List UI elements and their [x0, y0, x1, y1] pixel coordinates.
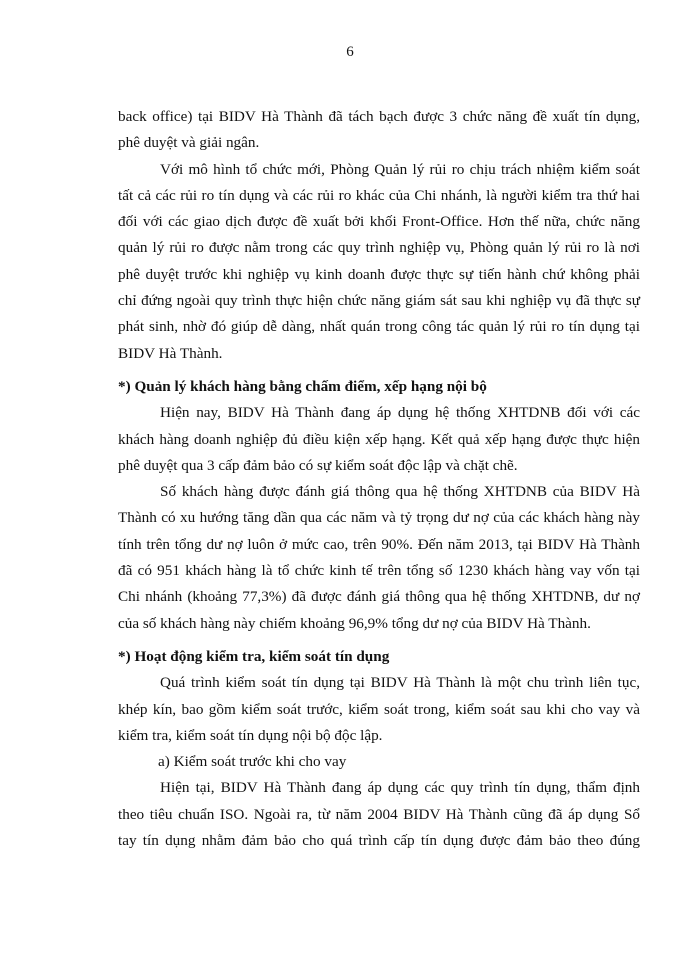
text-line: đã có 951 khách hàng là tổ chức kinh tế trên tổng số 1230 khách hàng vay vốn tại [118, 562, 640, 580]
text-line: Thành có xu hướng tăng dần qua các năm và tỷ trọng dư nợ của các khách hàng này [118, 509, 640, 527]
text-line: khách hàng doanh nghiệp đủ điều kiện xếp hạng. Kết quả xếp hạng được thực hiện [118, 430, 640, 448]
text-line: back office) tại BIDV Hà Thành đã tách bạch được 3 chức năng đề xuất tín dụng, [118, 108, 640, 125]
text-line: Quá trình kiểm soát tín dụng tại BIDV Hà Thành là một chu trình liên tục, [160, 674, 640, 692]
text-line: Hiện tại, BIDV Hà Thành đang áp dụng các quy trình tín dụng, thẩm định [160, 779, 640, 797]
text-line: phê duyệt và giải ngân. [118, 134, 260, 152]
text-line: tính trên tổng dư nợ luôn ở mức cao, trên 90%. Đến năm 2013, tại BIDV Hà Thành [118, 535, 640, 553]
text-line: Với mô hình tổ chức mới, Phòng Quản lý rủi ro chịu trách nhiệm kiểm soát [160, 160, 640, 178]
text-line: kiểm tra, kiểm soát tín dụng nội bộ độc lập. [118, 726, 383, 744]
text-line: tay tín dụng nhằm đảm bảo cho quá trình cấp tín dụng được đảm bảo theo đúng [118, 832, 640, 850]
text-line: Chi nhánh (khoảng 77,3%) đã được đánh giá thông qua hệ thống XHTDNB, dư nợ [118, 588, 640, 606]
text-line: đối với các giao dịch được đề xuất bởi khối Front-Office. Hơn thế nữa, chức năng [118, 213, 640, 231]
text-line: phê duyệt trước khi nghiệp vụ kinh doanh được thực sự tiến hành chứ không phải [118, 265, 640, 283]
text-line: của số khách hàng này chiếm khoảng 96,9% tổng dư nợ của BIDV Hà Thành. [118, 614, 591, 632]
text-line: phát sinh, nhờ đó giúp dễ dàng, nhất quán trong công tác quản lý rủi ro tín dụng tại [118, 318, 640, 336]
page-number: 6 [346, 44, 354, 60]
text-line: chỉ đứng ngoài quy trình thực hiện chức năng giám sát sau khi nghiệp vụ đã thực sự [118, 292, 640, 310]
text-line: Hiện nay, BIDV Hà Thành đang áp dụng hệ thống XHTDNB đối với các [160, 404, 640, 422]
text-line: quản lý rủi ro được nằm trong các quy trình nghiệp vụ, Phòng quản lý rủi ro là nơi [118, 239, 640, 257]
list-item: a) Kiểm soát trước khi cho vay [158, 753, 347, 771]
text-line: BIDV Hà Thành. [118, 344, 223, 362]
text-line: phê duyệt qua 3 cấp đảm bảo có sự kiểm soát độc lập và chặt chẽ. [118, 456, 518, 474]
text-line: theo tiêu chuẩn ISO. Ngoài ra, từ năm 2004 BIDV Hà Thành cũng đã áp dụng Sổ [118, 805, 640, 823]
section-heading: *) Hoạt động kiểm tra, kiểm soát tín dụng [118, 647, 390, 665]
text-line: Số khách hàng được đánh giá thông qua hệ thống XHTDNB của BIDV Hà [160, 483, 640, 501]
text-line: khép kín, bao gồm kiểm soát trước, kiểm soát trong, kiểm soát sau khi cho vay và [118, 700, 640, 718]
section-heading: *) Quản lý khách hàng bằng chấm điểm, xếp hạng nội bộ [118, 377, 487, 395]
document-body [118, 104, 640, 854]
text-line: tất cả các rủi ro tín dụng và các rủi ro khác của Chi nhánh, là người kiểm tra thứ hai [118, 186, 640, 204]
